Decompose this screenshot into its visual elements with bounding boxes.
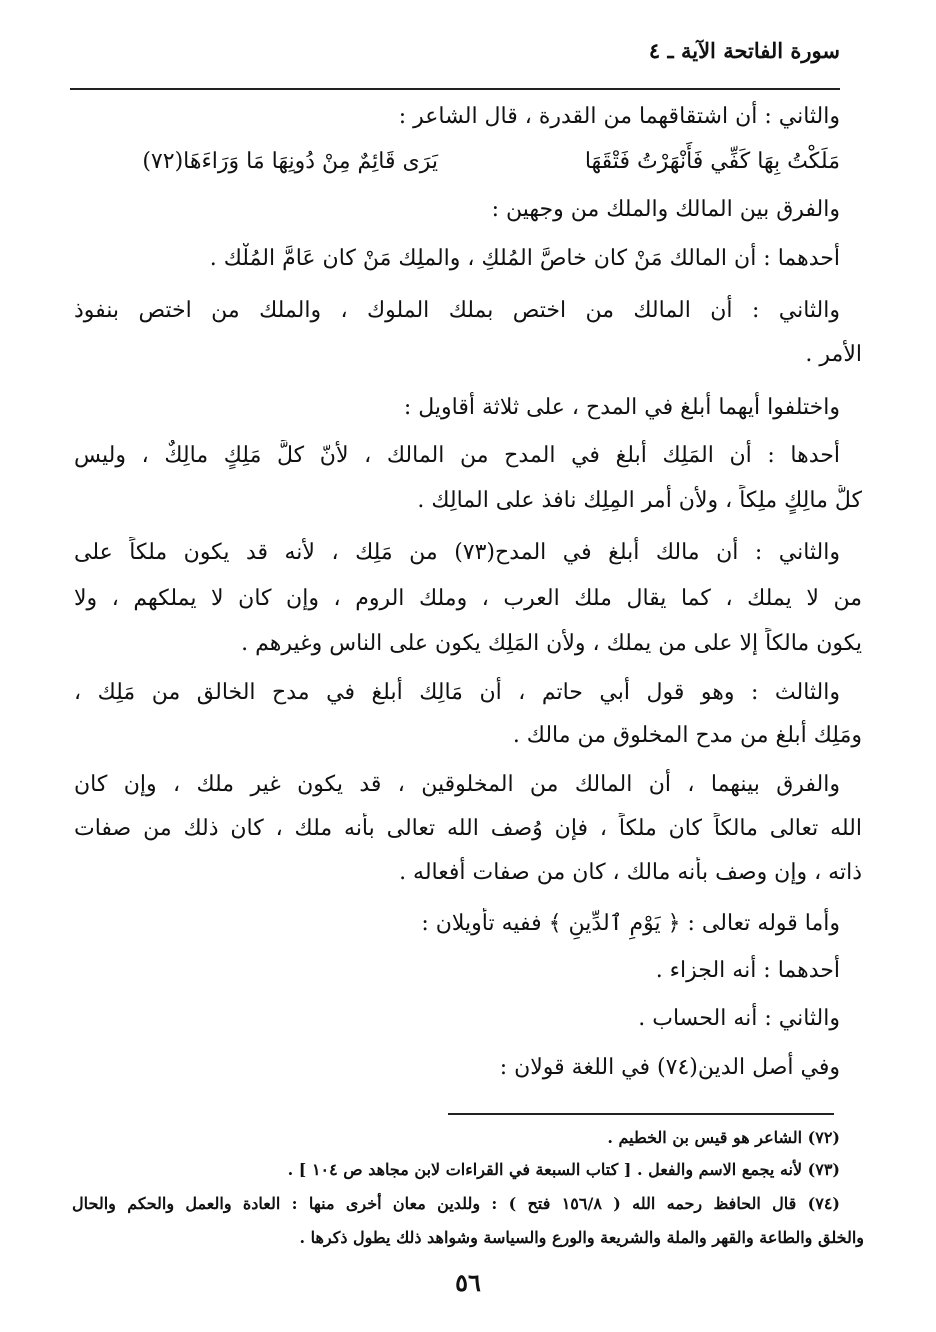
body-line-11: يكون مالكاً إلا على من يملك ، ولأن المَلِك يكون على الناس وغيرهم . [241, 631, 862, 656]
footnote-73: (٧٣) لأنه يجمع الاسم والفعل . [ كتاب السبعة في القراءات لابن مجاهد ص ١٠٤ ] . [287, 1160, 840, 1179]
body-line-14: والفرق بينهما ، أن المالك من المخلوقين ، قد يكون غير ملك ، وإن كان [74, 772, 840, 797]
body-line-8: كلُّ مالِكٍ ملِكاً ، ولأن أمر المِلِك نافذ على المالِك . [417, 488, 862, 513]
verse-second-hemistich: يَرَى قَائِمٌ مِنْ دُونِهَا مَا وَرَاءَهَا(٧٢) [142, 149, 438, 174]
body-line-18: أحدهما : أنه الجزاء . [655, 958, 840, 983]
body-line-10: من لا يملك ، كما يقال ملك العرب ، وملك الروم ، وإن كان لا يملكهم ، ولا [74, 586, 862, 611]
body-line-16: ذاته ، وإن وصف بأنه مالك ، كان من صفات أفعاله . [399, 860, 862, 885]
body-line-19: والثاني : أنه الحساب . [638, 1006, 840, 1031]
body-line-4: والثاني : أن المالك من اختص بملك الملوك ، والملك من اختص بنفوذ [74, 298, 840, 323]
body-line-13: ومَلِك أبلغ من مدح المخلوق من مالك . [512, 723, 862, 748]
body-line-6: واختلفوا أيهما أبلغ في المدح ، على ثلاثة أقاويل : [403, 395, 840, 420]
body-line-5: الأمر . [805, 342, 862, 367]
body-line-7: أحدها : أن المَلِك أبلغ في المدح من المالك ، لأنّ كلَّ مَلِكٍ مالِكٌ ، وليس [74, 443, 840, 468]
footnote-74-continued: والخلق والطاعة والقهر والملة والشريعة والورع والسياسة وشواهد ذلك يطول ذكرها . [299, 1228, 864, 1247]
header-divider [70, 88, 840, 90]
body-line-9: والثاني : أن مالك أبلغ في المدح(٧٣) من مَلِك ، لأنه قد يكون ملكاً على [74, 540, 840, 565]
body-line-3: أحدهما : أن المالك مَنْ كان خاصَّ المُلكِ ، والملِك مَنْ كان عَامَّ المُلْك . [209, 246, 840, 271]
footnote-72: (٧٢) الشاعر هو قيس بن الخطيم . [607, 1128, 840, 1147]
body-line-20: وفي أصل الدين(٧٤) في اللغة قولان : [499, 1055, 840, 1080]
verse-first-hemistich: مَلَكْتُ بِهَا كَفِّي فَأَنْهَرْتُ فَتْقَهَا [584, 149, 840, 174]
body-line-2: والفرق بين المالك والملك من وجهين : [491, 197, 840, 222]
body-line-17: وأما قوله تعالى : ﴿ يَوْمِ ٱلدِّينِ ﴾ ففيه تأويلان : [421, 911, 840, 936]
body-line-12: والثالث : وهو قول أبي حاتم ، أن مَالِك أبلغ في مدح الخالق من مَلِك ، [74, 680, 840, 705]
running-header: سورة الفاتحة الآية ـ ٤ [648, 38, 840, 63]
footnote-divider [448, 1113, 834, 1115]
body-line-15: الله تعالى مالكاً كان ملكاً ، فإن وُصف الله تعالى بأنه ملك ، كان ذلك من صفات [74, 816, 862, 841]
body-line-1: والثاني : أن اشتقاقهما من القدرة ، قال الشاعر : [398, 104, 840, 129]
footnote-74: (٧٤) قال الحافظ رحمه الله ( ١٥٦/٨ فتح ) : وللدين معان أخرى منها : العادة والعمل والحكم والحال [72, 1194, 840, 1213]
page-number: ٥٦ [455, 1268, 481, 1297]
